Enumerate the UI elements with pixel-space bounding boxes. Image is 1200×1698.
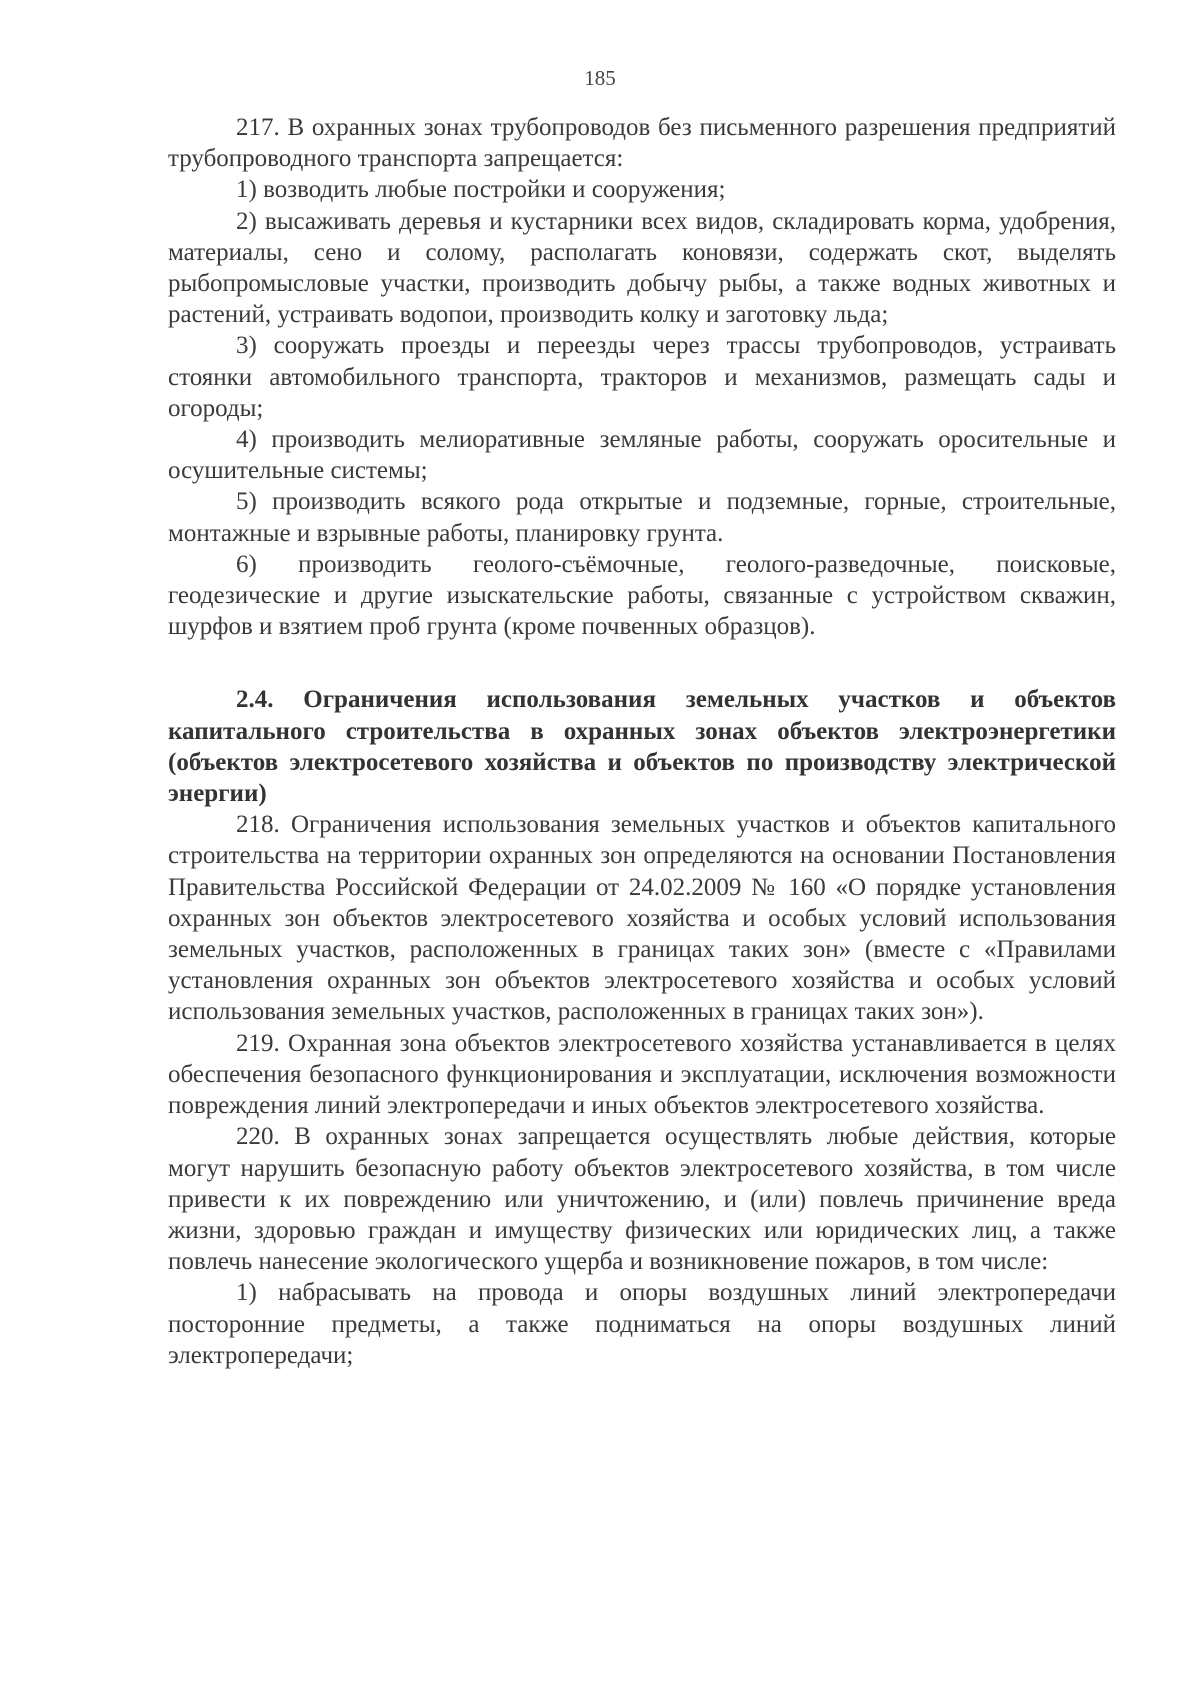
- list-item-217-3: 3) сооружать проезды и переезды через трассы трубопроводов, устраивать стоянки автомобильного транспорта, тракторов и механизмов, размещать сады и огороды;: [168, 332, 1116, 422]
- paragraph-218: 218. Ограничения использования земельных участков и объектов капитального строительства на территории охранных зон определяются на основании Постановления Правительства Российской Федерации от 24.02.2009 № 160 «О порядке установления охранных зон объектов электросетевого хозяйства и особых условий использования земельных участков, расположенных в границах таких зон» (вместе с «Правилами установления охранных зон объектов электросетевого хозяйства и особых условий использования земельных участков, расположенных в границах таких зон»).: [168, 811, 1116, 1026]
- paragraph-220: 220. В охранных зонах запрещается осуществлять любые действия, которые могут нарушить безопасную работу объектов электросетевого хозяйства, в том числе привести к их повреждению или уничтожению, и (или) повлечь причинение вреда жизни, здоровью граждан и имуществу физических или юридических лиц, а также повлечь нанесение экологического ущерба и возникновение пожаров, в том числе:: [168, 1123, 1116, 1276]
- list-item-217-2: 2) высаживать деревья и кустарники всех видов, складировать корма, удобрения, материалы, сено и солому, располагать коновязи, содержать скот, выделять рыбопромысловые участки, производить добычу рыбы, а также водных животных и растений, устраивать водопои, производить колку и заготовку льда;: [168, 207, 1116, 329]
- paragraph-217: 217. В охранных зонах трубопроводов без письменного разрешения предприятий трубопроводного транспорта запрещается:: [168, 114, 1116, 173]
- document-body: [168, 112, 1116, 1371]
- list-item-220-1: 1) набрасывать на провода и опоры воздушных линий электропередачи посторонние предметы, а также подниматься на опоры воздушных линий электропередачи;: [168, 1279, 1116, 1369]
- list-item-217-4: 4) производить мелиоративные земляные работы, сооружать оросительные и осушительные системы;: [168, 426, 1116, 485]
- page-number: 185: [584, 66, 616, 90]
- paragraph-219: 219. Охранная зона объектов электросетевого хозяйства устанавливается в целях обеспечения безопасного функционирования и эксплуатации, исключения возможности повреждения линий электропередачи и иных объектов электросетевого хозяйства.: [168, 1029, 1116, 1120]
- list-item-217-1: 1) возводить любые постройки и сооружения;: [236, 176, 726, 204]
- section-heading-2-4: 2.4. Ограничения использования земельных участков и объектов капитального строительства в охранных зонах объектов электроэнергетики (объектов электросетевого хозяйства и объектов по производству электрической энергии): [168, 686, 1116, 808]
- list-item-217-6: 6) производить геолого-съёмочные, геолого-разведочные, поисковые, геодезические и другие изыскательские работы, связанные с устройством скважин, шурфов и взятием проб грунта (кроме почвенных образцов).: [168, 550, 1116, 641]
- list-item-217-5: 5) производить всякого рода открытые и подземные, горные, строительные, монтажные и взрывные работы, планировку грунта.: [168, 488, 1116, 547]
